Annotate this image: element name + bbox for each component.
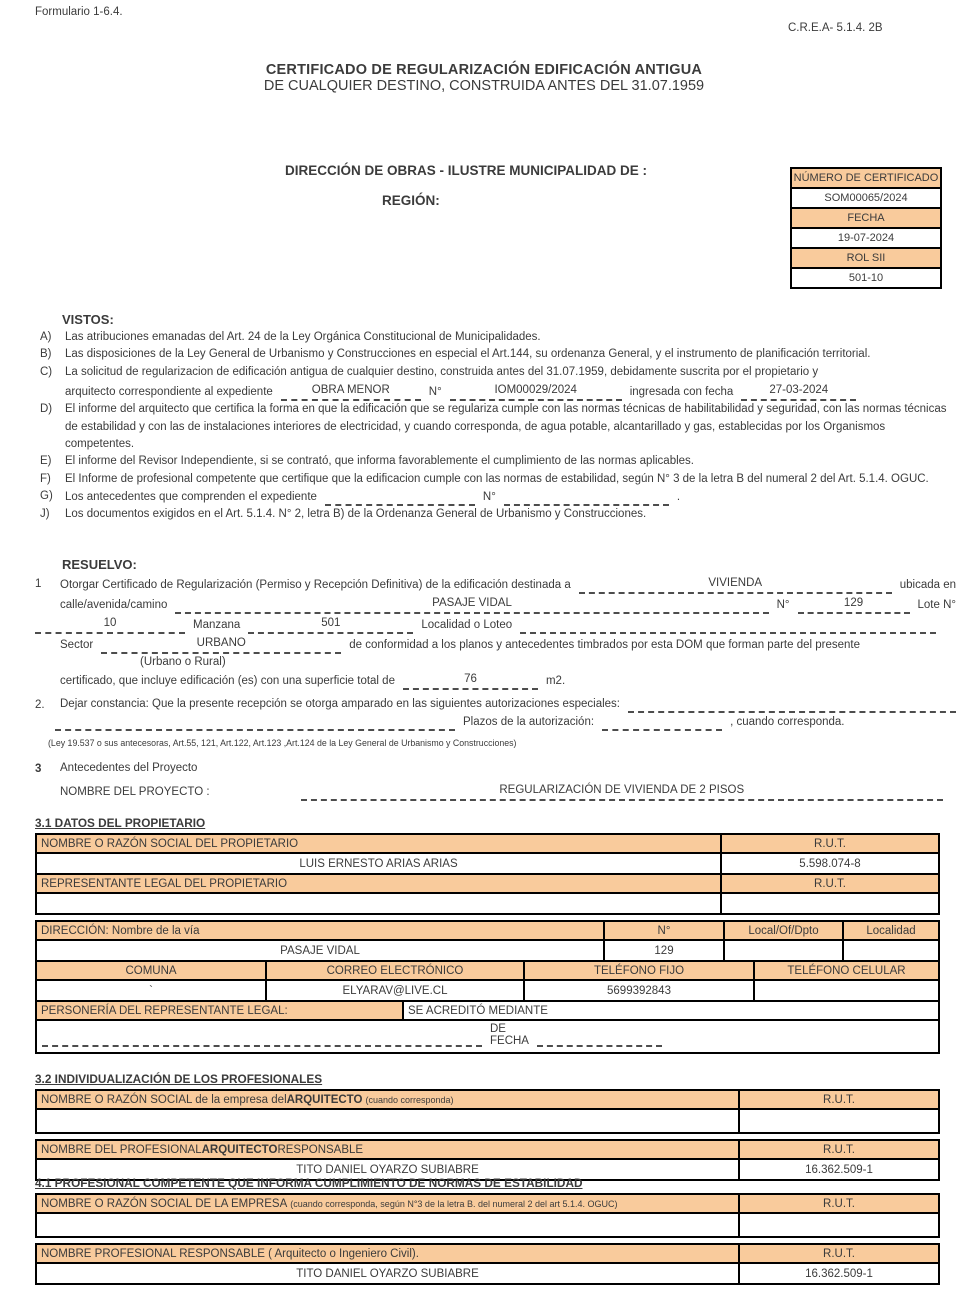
architect-company-header-row bbox=[35, 1089, 940, 1110]
de-fecha-label: DE FECHA bbox=[490, 1023, 529, 1047]
architect-company-label: NOMBRE O RAZÓN SOCIAL de la empresa del ARQUITECTO (cuando corresponda) bbox=[41, 1093, 454, 1106]
mobile-value bbox=[753, 981, 938, 1000]
section-4-1-heading: 4.1 PROFESIONAL COMPETENTE QUE INFORMA CUMPLIMIENTO DE NORMAS DE ESTABILIDAD bbox=[35, 1176, 583, 1190]
resuelvo-item-1: 1 Otorgar Certificado de Regularización (Permiso y Recepción Definitiva) de la edificación destinada a VIVIENDA ubicada en calle/avenida/camino PASAJE VIDAL N° 129 Lote N° 10 Manzana 501 Localidad o Loteo Sector URBANO de conformidad a los planos y antecedentes timbrados por esta DOM que forman parte del presente (Urbano o Rural) certificado, que incluye edificación (es) con una superficie total de 76 m2. bbox=[35, 575, 956, 690]
expediente-numero-blank-field bbox=[504, 492, 669, 506]
manzana-field: 501 bbox=[248, 615, 413, 634]
legal-rep-header-row bbox=[35, 873, 940, 894]
owner-rut-value: 5.598.074-8 bbox=[720, 854, 938, 873]
mobile-label: TELÉFONO CELULAR bbox=[753, 962, 938, 979]
section-3-title: Antecedentes del Proyecto bbox=[60, 762, 198, 774]
vistos-item-a: A) Las atribuciones emanadas del Art. 24 de la Ley Orgánica Constitucional de Municipalidades. bbox=[40, 331, 541, 343]
section-3-2-heading: 3.2 INDIVIDUALIZACIÓN DE LOS PROFESIONALES bbox=[35, 1072, 323, 1086]
stability-professional-value-row bbox=[35, 1262, 940, 1285]
numero-field: 129 bbox=[798, 595, 910, 614]
vistos-item-b: B) Las disposiciones de la Ley General de Urbanismo y Construcciones en especial el Art.144, su ordenanza General, y el instrumento de planificación territorial. bbox=[40, 348, 871, 361]
contact-value-row bbox=[35, 979, 940, 1002]
resuelvo-section bbox=[35, 557, 956, 753]
sector-hint: (Urbano o Rural) bbox=[140, 656, 226, 668]
vistos-heading: VISTOS: bbox=[62, 312, 114, 327]
de-fecha-blank-field bbox=[537, 1035, 662, 1047]
stability-company-rut-value bbox=[738, 1214, 938, 1236]
legal-reference-note: (Ley 19.537 o sus antecesoras, Art.55, 121, Art.122, Art.123 ,Art.124 de la Ley General de Urbanismo y Construcciones) bbox=[48, 738, 517, 748]
architect-company-value-row bbox=[35, 1108, 940, 1134]
section-3-1-owner bbox=[35, 816, 940, 1054]
expediente-tipo-field: OBRA MENOR bbox=[281, 382, 421, 401]
personeria-row bbox=[35, 1000, 940, 1021]
lote-field: 10 bbox=[35, 615, 185, 634]
form-code: Formulario 1-6.4. bbox=[35, 6, 123, 18]
section-3-1-heading: 3.1 DATOS DEL PROPIETARIO bbox=[35, 816, 206, 830]
vistos-item-f: F) El Informe de profesional competente que certifique que la edificacion cumple con las normas de estabilidad, según N° 3 de la letra B del numeral 2 del Art. 5.1.4. OGUC. bbox=[40, 472, 929, 485]
vistos-item-c: C) La solicitud de regularizacion de edificación antigua de cualquier destino, construida antes del 31.07.1959, debidamente suscrita por el propietario y arquitecto correspondiente al expediente OBRA MENOR N° IOM00029/2024 ingresada con fecha 27-03-2024 bbox=[35, 364, 956, 401]
landline-value: 5699392843 bbox=[523, 981, 753, 1000]
dom-region-line: REGIÓN: bbox=[382, 193, 440, 208]
legal-rep-rut-value bbox=[720, 894, 938, 913]
landline-label: TELÉFONO FIJO bbox=[523, 962, 753, 979]
address-header-row bbox=[35, 920, 940, 941]
stability-professional-rut-label: R.U.T. bbox=[738, 1245, 938, 1262]
owner-header-row bbox=[35, 833, 940, 854]
dom-header bbox=[285, 163, 647, 208]
project-name-label: NOMBRE DEL PROYECTO : bbox=[60, 785, 210, 798]
calle-field: PASAJE VIDAL bbox=[175, 595, 768, 614]
legal-rep-rut-label: R.U.T. bbox=[720, 875, 938, 892]
certificate-number-value: SOM00065/2024 bbox=[790, 187, 942, 209]
sector-field: URBANO bbox=[101, 635, 341, 654]
owner-rut-label: R.U.T. bbox=[720, 835, 938, 852]
destino-field: VIVIENDA bbox=[579, 575, 892, 594]
plazos-blank-field bbox=[602, 717, 722, 731]
stability-professional-label: NOMBRE PROFESIONAL RESPONSABLE ( Arquitecto o Ingeniero Civil). bbox=[41, 1247, 419, 1260]
legal-rep-label: REPRESENTANTE LEGAL DEL PROPIETARIO bbox=[41, 877, 288, 890]
vistos-section bbox=[35, 312, 956, 523]
certificate-number-label: NÚMERO DE CERTIFICADO bbox=[790, 167, 942, 189]
address-number-value: 129 bbox=[603, 941, 723, 960]
vistos-item-d: D) El informe del arquitecto que certifica la forma en que la edificación que se regulariza cumple con las normas técnicas de habilitabilidad y seguridad, con las normas técnicas de estabilidad y con las de instalaciones interiores de electricidad, y cuando corresponda, de agua potable, alcantarillado y gas, establecidas por los Organismos competentes. bbox=[40, 403, 947, 451]
autorizaciones-blank-field bbox=[628, 699, 956, 713]
fecha-ingreso-field: 27-03-2024 bbox=[741, 382, 856, 401]
rol-sii-label: ROL SII bbox=[790, 247, 942, 269]
acredito-blank-field bbox=[42, 1035, 482, 1047]
resuelvo-heading: RESUELVO: bbox=[62, 557, 137, 572]
document-title: CERTIFICADO DE REGULARIZACIÓN EDIFICACIÓN ANTIGUA bbox=[265, 62, 703, 78]
title-block bbox=[0, 62, 968, 94]
contact-header-row bbox=[35, 960, 940, 981]
stability-company-header-row bbox=[35, 1193, 940, 1214]
stability-professional-value: TITO DANIEL OYARZO SUBIABRE bbox=[296, 1267, 479, 1280]
stability-professional-header-row bbox=[35, 1243, 940, 1264]
resuelvo-item-2: 2. Dejar constancia: Que la presente recepción se otorga amparado en las siguientes autorizaciones especiales: Plazos de la autorización: , cuando corresponda. (Ley 19.537 o sus antecesoras, Art.55, 121, Art.122, Art.123 ,Art.124 de la Ley General de Urbanismo y Construcciones) bbox=[35, 696, 956, 753]
address-locality-value bbox=[842, 941, 938, 960]
owner-value-row bbox=[35, 852, 940, 875]
vistos-item-c-line1: La solicitud de regularizacion de edificación antigua de cualquier destino, construida antes del 31.07.1959, debidamente suscrita por el propietario y bbox=[65, 365, 819, 378]
vistos-item-j: J) Los documentos exigidos en el Art. 5.1.4. N° 2, letra B) de la Ordenanza General de Urbanismo y Construcciones. bbox=[40, 507, 647, 520]
email-value: ELYARAV@LIVE.CL bbox=[265, 981, 523, 1000]
address-number-label: N° bbox=[603, 922, 723, 939]
stability-company-label: NOMBRE O RAZÓN SOCIAL DE LA EMPRESA (cuando corresponda, según N°3 de la letra B. del numeral 2 del art 5.1.4. OGUC) bbox=[41, 1197, 618, 1210]
document-subtitle: DE CUALQUIER DESTINO, CONSTRUIDA ANTES DEL 31.07.1959 bbox=[263, 78, 705, 94]
acredito-label: SE ACREDITÓ MEDIANTE bbox=[402, 1002, 938, 1019]
architect-name-label: NOMBRE DEL PROFESIONAL ARQUITECTO RESPONSABLE bbox=[41, 1143, 364, 1156]
section-3-number: 3 bbox=[35, 763, 42, 775]
comuna-label: COMUNA bbox=[125, 964, 177, 977]
personeria-label: PERSONERÍA DEL REPRESENTANTE LEGAL: bbox=[37, 1002, 402, 1019]
owner-name-label: NOMBRE O RAZÓN SOCIAL DEL PROPIETARIO bbox=[41, 837, 299, 850]
address-locality-label: Localidad bbox=[842, 922, 938, 939]
certificate-date-label: FECHA bbox=[790, 207, 942, 229]
stability-company-value-row bbox=[35, 1212, 940, 1238]
address-street-label: DIRECCIÓN: Nombre de la vía bbox=[41, 924, 200, 937]
superficie-field: 76 bbox=[403, 671, 538, 690]
project-name-field: REGULARIZACIÓN DE VIVIENDA DE 2 PISOS bbox=[301, 782, 943, 801]
autorizaciones-blank-field-2 bbox=[55, 717, 455, 731]
address-street-value: PASAJE VIDAL bbox=[280, 944, 360, 957]
stability-company-value bbox=[37, 1214, 738, 1236]
section-3-2-professionals bbox=[35, 1072, 940, 1181]
legal-rep-value-row bbox=[35, 892, 940, 915]
stability-professional-rut-value: 16.362.509-1 bbox=[738, 1264, 938, 1283]
owner-name-value: LUIS ERNESTO ARIAS ARIAS bbox=[299, 857, 458, 870]
architect-name-value: TITO DANIEL OYARZO SUBIABRE bbox=[296, 1163, 479, 1176]
architect-company-rut-value bbox=[738, 1110, 938, 1132]
certificate-box bbox=[790, 167, 942, 289]
vistos-item-g: G) Los antecedentes que comprenden el expediente N° . bbox=[35, 488, 956, 505]
crea-code: C.R.E.A- 5.1.4. 2B bbox=[788, 22, 883, 34]
section-4-1-stability bbox=[35, 1176, 940, 1285]
architect-company-value bbox=[37, 1110, 738, 1132]
comuna-value: ` bbox=[149, 984, 153, 997]
expediente-blank-field bbox=[325, 492, 475, 506]
address-unit-value bbox=[723, 941, 842, 960]
dom-municipality-line: DIRECCIÓN DE OBRAS - ILUSTRE MUNICIPALIDAD DE : bbox=[285, 163, 648, 178]
legal-rep-name-value bbox=[37, 894, 720, 913]
rol-sii-value: 501-10 bbox=[790, 267, 942, 289]
certificate-date-value: 19-07-2024 bbox=[790, 227, 942, 249]
vistos-item-e: E) El informe del Revisor Independiente, si se contrató, que informa favorablemente el cumplimiento de las normas aplicables. bbox=[40, 455, 694, 468]
section-3-antecedentes bbox=[35, 760, 943, 801]
architect-rut-label: R.U.T. bbox=[738, 1141, 938, 1158]
de-fecha-row bbox=[35, 1019, 940, 1054]
architect-name-header-row bbox=[35, 1139, 940, 1160]
localidad-field bbox=[520, 620, 936, 634]
stability-company-rut-label: R.U.T. bbox=[738, 1195, 938, 1212]
architect-company-rut-label: R.U.T. bbox=[738, 1091, 938, 1108]
address-value-row bbox=[35, 939, 940, 962]
expediente-numero-field: IOM00029/2024 bbox=[450, 382, 622, 401]
architect-rut-value: 16.362.509-1 bbox=[738, 1160, 938, 1179]
address-unit-label: Local/Of/Dpto bbox=[723, 922, 842, 939]
email-label: CORREO ELECTRÓNICO bbox=[265, 962, 523, 979]
